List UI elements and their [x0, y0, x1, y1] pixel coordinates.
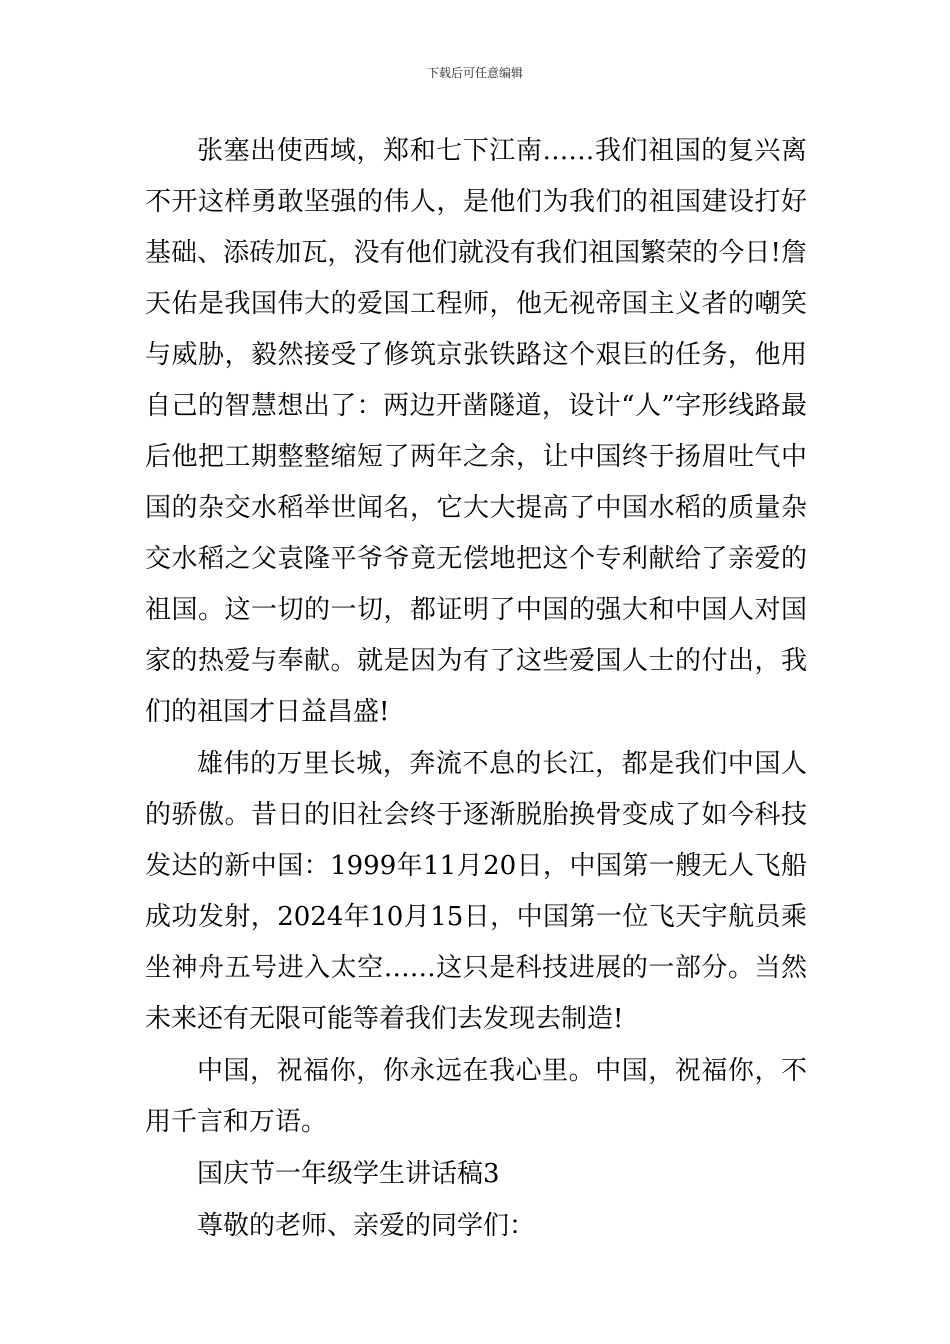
paragraph-technology: 雄伟的万里长城，奔流不息的长江，都是我们中国人的骄傲。昔日的旧社会终于逐渐脱胎换骨变成了如今科技发达的新中国：1999年11月20日，中国第一艘无人飞船成功发射，2024年10月15日，中国第一位飞天宇航员乘坐神舟五号进入太空……这只是科技进展的一部分。当然未来还有无限可能等着我们去发现去制造! — [145, 749, 807, 1034]
paragraph-heroes: 张塞出使西域，郑和七下江南……我们祖国的复兴离不开这样勇敢坚强的伟人，是他们为我们的祖国建设打好基础、添砖加瓦，没有他们就没有我们祖国繁荣的今日!詹天佑是我国伟大的爱国工程师，他无视帝国主义者的嘲笑与威胁，毅然接受了修筑京张铁路这个艰巨的任务，他用自己的智慧想出了：两边开凿隧道，设计“人”字形线路最后他把工期整整缩短了两年之余，让中国终于扬眉吐气中国的杂交水稻举世闻名，它大大提高了中国水稻的质量杂交水稻之父袁隆平爷爷竟无偿地把这个专利献给了亲爱的祖国。这一切的一切，都证明了中国的强大和中国人对国家的热爱与奉献。就是因为有了这些爱国人士的付出，我们的祖国才日益昌盛! — [145, 136, 807, 727]
paragraph-blessing: 中国，祝福你，你永远在我心里。中国，祝福你，不用千言和万语。 — [145, 1056, 807, 1137]
salutation: 尊敬的老师、亲爱的同学们： — [197, 1211, 536, 1241]
section-title: 国庆节一年级学生讲话稿3 — [197, 1159, 500, 1189]
page-header-note: 下载后可任意编辑 — [426, 66, 523, 80]
document-body — [145, 126, 807, 1253]
